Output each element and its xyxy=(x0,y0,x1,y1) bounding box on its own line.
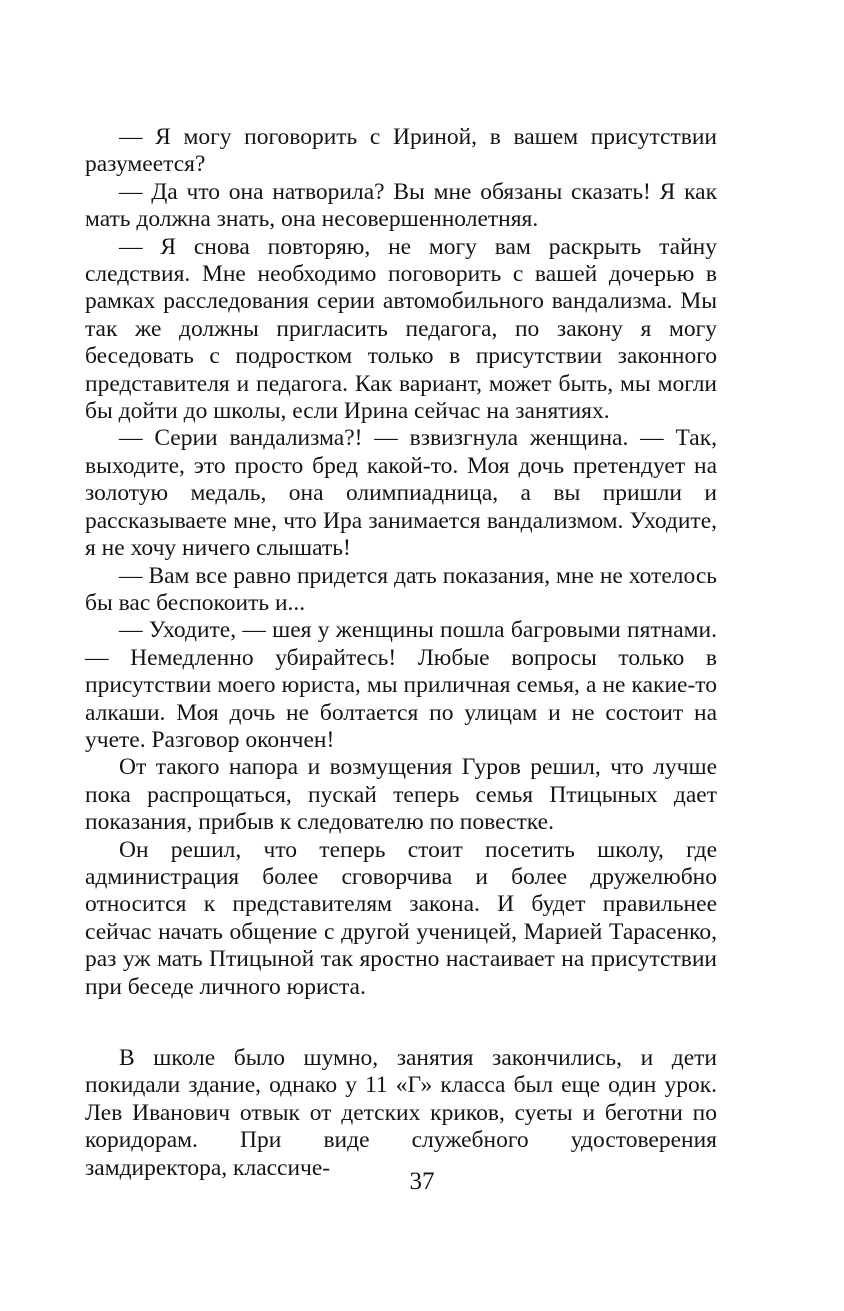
paragraph: — Я снова повторяю, не могу вам раскрыть тайну следствия. Мне необходимо поговорить с вашей дочерью в рамках расследования серии автомобильного вандализма. Мы так же должны пригласить педагога, по закону я могу беседовать с подростком только в присутствии законного представителя и педагога. Как вариант, может быть, мы могли бы дойти до школы, если Ирина сейчас на занятиях. xyxy=(85,233,717,425)
paragraph: — Я могу поговорить с Ириной, в вашем присутствии разумеется? xyxy=(85,124,717,178)
paragraph: В школе было шумно, занятия закончились, и дети покидали здание, однако у 11 «Г» класса был еще один урок. Лев Иванович отвык от детских криков, суеты и беготни по коридорам. При виде служебного удостоверения замдиректора, классиче- xyxy=(85,1045,717,1181)
paragraph: — Уходите, — шея у женщины пошла багровыми пятнами. — Немедленно убирайтесь! Любые вопросы только в присутствии моего юриста, мы приличная семья, а не какие-то алкаши. Моя дочь не болтается по улицам и не состоит на учете. Разговор окончен! xyxy=(85,617,717,753)
text-block-dialogue xyxy=(85,124,717,1001)
paragraph: — Серии вандализма?! — взвизгнула женщина. — Так, выходите, это просто бред какой-то. Моя дочь претендует на золотую медаль, она олимпиадница, а вы пришли и рассказываете мне, что Ира занимается вандализмом. Уходите, я не хочу ничего слышать! xyxy=(85,425,717,562)
page-body xyxy=(85,124,717,1182)
paragraph: От такого напора и возмущения Гуров решил, что лучше пока распрощаться, пускай теперь семья Птицыных дает показания, прибыв к следователю по повестке. xyxy=(85,754,717,836)
paragraph: — Вам все равно придется дать показания, мне не хотелось бы вас беспокоить и... xyxy=(85,562,717,616)
page-number: 37 xyxy=(409,1168,435,1195)
text-block-school xyxy=(85,1045,717,1182)
paragraph: Он решил, что теперь стоит посетить школу, где администрация более сговорчива и более дружелюбно относится к представителям закона. И будет правильнее сейчас начать общение с другой ученицей, Марией Тарасенко, раз уж мать Птицыной так яростно настаивает на присутствии при беседе личного юриста. xyxy=(85,836,717,1000)
paragraph: — Да что она натворила? Вы мне обязаны сказать! Я как мать должна знать, она несовершеннолетняя. xyxy=(85,178,717,233)
